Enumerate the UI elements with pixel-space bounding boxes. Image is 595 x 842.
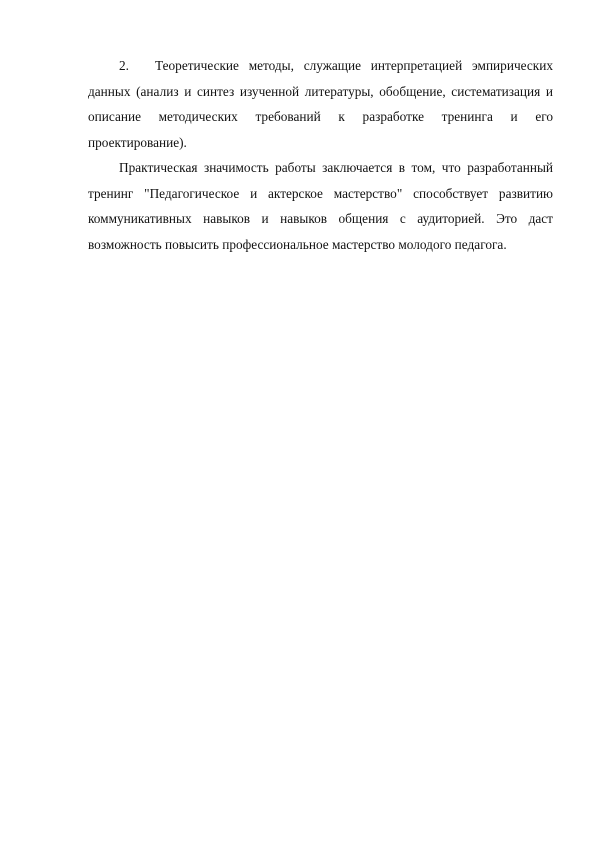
list-item-methods <box>88 53 553 155</box>
practical-significance-paragraph: Практическая значимость работы заключается в том, что разработанный тренинг "Педагогическое и актерское мастерство" способствует развитию коммуникативных навыков и навыков общения с аудиторией. Это даст возможность повысить профессиональное мастерство молодого педагога. <box>88 160 553 252</box>
document-body <box>88 53 553 257</box>
list-item-number: 2. <box>119 58 129 73</box>
list-item-text: Теоретические методы, служащие интерпретацией эмпирических данных (анализ и синтез изученной литературы, обобщение, систематизация и описание методических требований к разработке тренинга и его проектирование). <box>88 58 553 150</box>
